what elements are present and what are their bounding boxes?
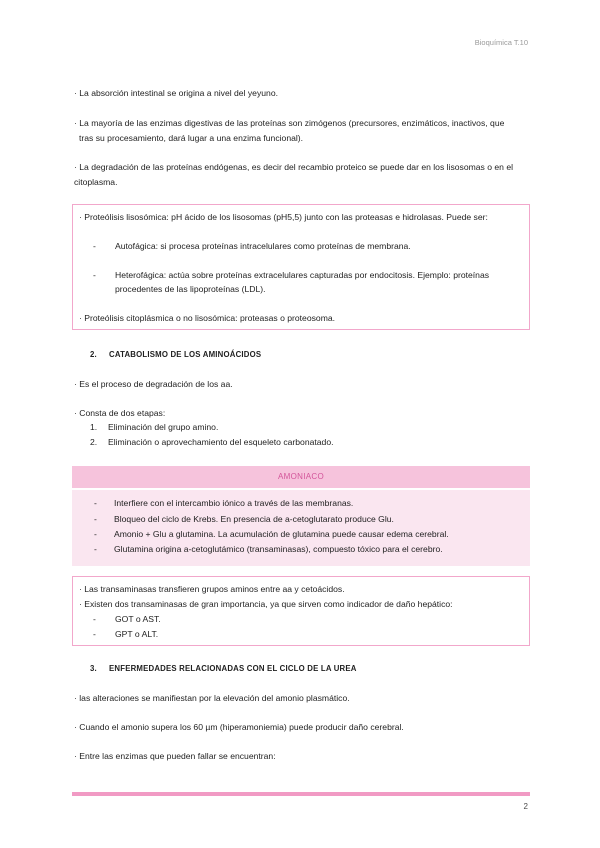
amoniaco-item: Amonio + Glu a glutamina. La acumulación de glutamina puede causar edema cerebral. [114,529,449,539]
header-label: Bioquímica T.10 [474,38,528,47]
amoniaco-title: AMONIACO [278,472,324,481]
list-item-heterophagic-line2: procedentes de las lipoproteínas (LDL). [115,284,266,294]
section3-number: 3. [90,664,97,673]
list-dash: - [93,629,96,639]
amoniaco-header [72,466,530,488]
list-dash: - [93,614,96,624]
transaminases-line2: · Existen dos transaminasas de gran importancia, ya que sirven como indicador de daño hepático: [79,599,453,609]
step-number: 1. [90,422,98,432]
amoniaco-item: Interfiere con el intercambio iónico a través de las membranas. [114,498,354,508]
step-item: Eliminación del grupo amino. [108,422,219,432]
paragraph-absorption: · La absorción intestinal se origina a nivel del yeyuno. [74,88,278,98]
list-dash: - [94,544,97,554]
amoniaco-item: Glutamina origina a-cetoglutámico (transaminasas), compuesto tóxico para el cerebro. [114,544,443,554]
footer-accent-bar [72,792,530,796]
transaminases-line1: · Las transaminasas transfieren grupos aminos entre aa y cetoácidos. [79,584,345,594]
list-item-autophagic: Autofágica: si procesa proteínas intracelulares como proteínas de membrana. [115,241,411,251]
proteolysis-cytoplasmic: · Proteólisis citoplásmica o no lisosómica: proteasas o proteosoma. [79,313,336,323]
section3-paragraph1: · las alteraciones se manifiestan por la elevación del amonio plasmático. [74,693,350,703]
list-dash: - [94,514,97,524]
paragraph-zymogens-line2: tras su procesamiento, dará lugar a una enzima funcional). [79,133,304,143]
paragraph-degradation-line2: citoplasma. [74,177,118,187]
step-number: 2. [90,437,98,447]
section3-paragraph3: · Entre las enzimas que pueden fallar se encuentran: [74,751,276,761]
list-item-heterophagic-line1: Heterofágica: actúa sobre proteínas extracelulares capturadas por endocitosis. Ejemplo: proteínas [115,270,490,280]
proteolysis-lysosomal: · Proteólisis lisosómica: pH ácido de los lisosomas (pH5,5) junto con las proteasas e hidrolasas. Puede ser: [79,212,488,222]
transaminases-box [72,576,530,646]
list-dash: - [93,270,96,280]
amoniaco-body [72,490,530,566]
list-dash: - [93,241,96,251]
paragraph-degradation-line1: · La degradación de las proteínas endógenas, es decir del recambio proteico se puede dar en los lisosomas o en el [74,162,514,172]
section2-stages-intro: · Consta de dos etapas: [74,408,166,418]
section2-title: CATABOLISMO DE LOS AMINOÁCIDOS [109,350,262,359]
step-item: Eliminación o aprovechamiento del esqueleto carbonatado. [108,437,334,447]
paragraph-zymogens-line1: · La mayoría de las enzimas digestivas de las proteínas son zimógenos (precursores, enzimáticos, inactivos, que [74,118,505,128]
section2-number: 2. [90,350,97,359]
transaminase-item: GPT o ALT. [115,629,159,639]
list-dash: - [94,529,97,539]
page-number: 2 [523,802,528,811]
list-dash: - [94,498,97,508]
section2-definition: · Es el proceso de degradación de los aa. [74,379,233,389]
transaminase-item: GOT o AST. [115,614,161,624]
amoniaco-item: Bloqueo del ciclo de Krebs. En presencia de a-cetoglutarato produce Glu. [114,514,394,524]
section3-title: ENFERMEDADES RELACIONADAS CON EL CICLO DE LA UREA [109,664,357,673]
section3-paragraph2: · Cuando el amonio supera los 60 µm (hiperamoniemia) puede producir daño cerebral. [74,722,404,732]
proteolysis-box [72,204,530,330]
